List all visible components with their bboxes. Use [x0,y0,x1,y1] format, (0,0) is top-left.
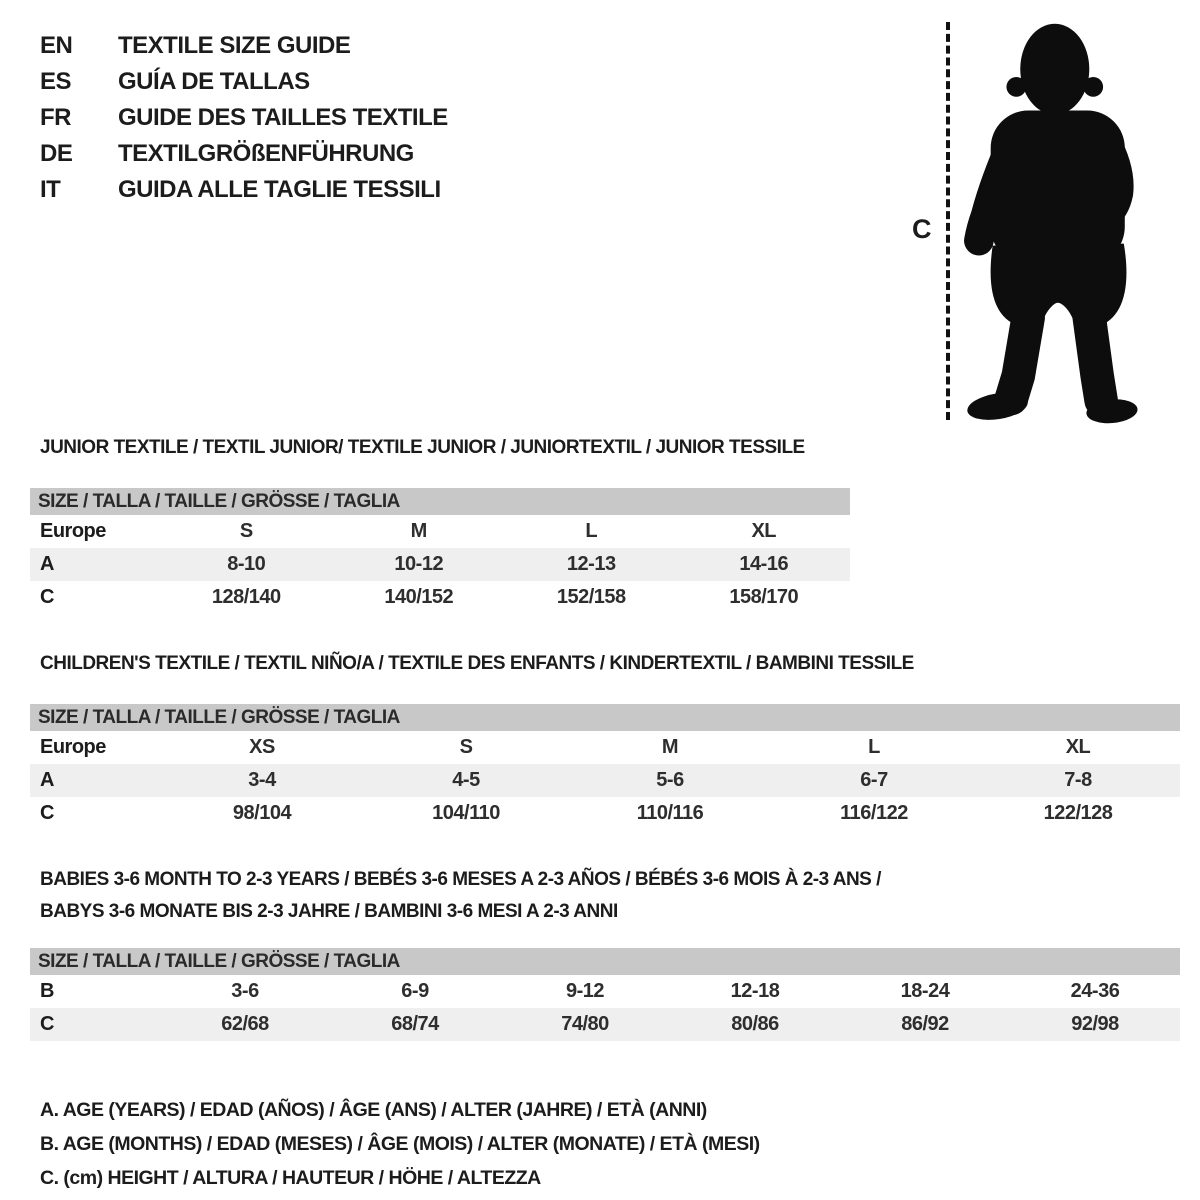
size-cell: 110/116 [636,802,704,824]
size-cell: 68/74 [391,1013,439,1035]
children-size-table [30,704,1180,830]
size-cell: 18-24 [900,980,950,1002]
size-cell: 80/86 [731,1013,779,1035]
size-table-row [30,1008,1180,1041]
junior-size-table-body [30,515,850,614]
size-row-label: C [40,802,54,824]
size-cell: 24-36 [1070,980,1120,1002]
legend-line-b: B. AGE (MONTHS) / EDAD (MESES) / ÂGE (MOIS) / ALTER (MONATE) / ETÀ (MESI) [40,1133,760,1155]
size-table-row [30,764,1180,797]
size-table-row [30,797,1180,830]
language-code: EN [40,32,73,59]
measure-label-c: C [912,214,932,244]
size-cell: L [868,736,880,758]
size-cell: XS [249,736,275,758]
size-cell: 86/92 [901,1013,949,1035]
size-table-row [30,515,850,548]
section-title-junior: JUNIOR TEXTILE / TEXTIL JUNIOR/ TEXTILE JUNIOR / JUNIORTEXTIL / JUNIOR TESSILE [40,437,805,458]
size-cell: XL [1065,736,1091,758]
toddler-silhouette-icon [878,6,1200,430]
size-table-header-bar: SIZE / TALLA / TAILLE / GRÖSSE / TAGLIA [30,948,1180,975]
language-title: GUIDE DES TAILLES TEXTILE [118,104,448,131]
size-cell: 4-5 [452,769,480,791]
size-cell: 10-12 [394,553,444,575]
size-cell: 104/110 [432,802,500,824]
size-cell: 98/104 [232,802,292,824]
size-row-label: C [40,1013,54,1035]
size-cell: 6-7 [860,769,888,791]
size-table-row [30,548,850,581]
section-children-textile [30,648,1180,830]
size-cell: 116/122 [840,802,908,824]
size-row-label: B [40,980,54,1002]
size-row-label: Europe [40,736,106,758]
babies-size-table [30,948,1180,1041]
size-cell: 158/170 [729,586,799,608]
size-cell: 14-16 [739,553,789,575]
size-cell: 92/98 [1071,1013,1119,1035]
size-cell: 122/128 [1043,802,1113,824]
size-cell: 6-9 [401,980,429,1002]
language-code: ES [40,68,72,95]
section-title-babies-line1: BABIES 3-6 MONTH TO 2-3 YEARS / BEBÉS 3-6 MESES A 2-3 AÑOS / BÉBÉS 3-6 MOIS À 2-3 ANS / [40,869,881,890]
language-title: TEXTILGRÖßENFÜHRUNG [118,140,414,167]
size-row-label: A [40,769,54,791]
size-cell: 5-6 [656,769,684,791]
size-table-row [30,975,1180,1008]
junior-size-table [30,488,850,614]
section-title-babies-line2: BABYS 3-6 MONATE BIS 2-3 JAHRE / BAMBINI 3-6 MESI A 2-3 ANNI [40,901,618,922]
size-cell: S [459,736,473,758]
size-cell: 8-10 [227,553,266,575]
size-row-label: Europe [40,520,106,542]
size-cell: 7-8 [1064,769,1092,791]
language-code: DE [40,140,73,167]
size-cell: 62/68 [221,1013,269,1035]
size-cell: 12-13 [566,553,616,575]
size-cell: M [661,736,679,758]
height-measure-figure [878,6,1200,430]
language-code: FR [40,104,71,131]
language-title: GUÍA DE TALLAS [118,68,310,95]
language-code: IT [40,176,61,203]
size-cell: S [239,520,253,542]
size-cell: XL [751,520,777,542]
section-title-children: CHILDREN'S TEXTILE / TEXTIL NIÑO/A / TEXTILE DES ENFANTS / KINDERTEXTIL / BAMBINI TESSILE [40,653,914,674]
size-table-row [30,731,1180,764]
size-cell: 128/140 [211,586,281,608]
measurement-legend [40,1093,1180,1195]
children-size-table-body [30,731,1180,830]
language-title: TEXTILE SIZE GUIDE [118,32,351,59]
size-cell: 74/80 [561,1013,609,1035]
size-cell: 140/152 [384,586,454,608]
size-table-row [30,581,850,614]
size-table-header-bar: SIZE / TALLA / TAILLE / GRÖSSE / TAGLIA [30,488,850,515]
size-cell: 3-4 [248,769,276,791]
section-title-babies [30,864,1180,928]
legend-line-a: A. AGE (YEARS) / EDAD (AÑOS) / ÂGE (ANS) / ALTER (JAHRE) / ETÀ (ANNI) [40,1099,707,1121]
size-cell: M [410,520,427,542]
size-table-header-bar: SIZE / TALLA / TAILLE / GRÖSSE / TAGLIA [30,704,1180,731]
size-cell: 9-12 [565,980,605,1002]
size-cell: 12-18 [730,980,780,1002]
legend-line-c: C. (cm) HEIGHT / ALTURA / HAUTEUR / HÖHE / ALTEZZA [40,1167,541,1189]
language-title: GUIDA ALLE TAGLIE TESSILI [118,176,441,203]
size-row-label: A [40,553,54,575]
size-row-label: C [40,586,54,608]
section-junior-textile [30,432,1180,614]
babies-size-table-body [30,975,1180,1041]
size-cell: 3-6 [231,980,259,1002]
size-cell: L [585,520,598,542]
section-babies-textile [30,864,1180,1041]
size-cell: 152/158 [556,586,626,608]
